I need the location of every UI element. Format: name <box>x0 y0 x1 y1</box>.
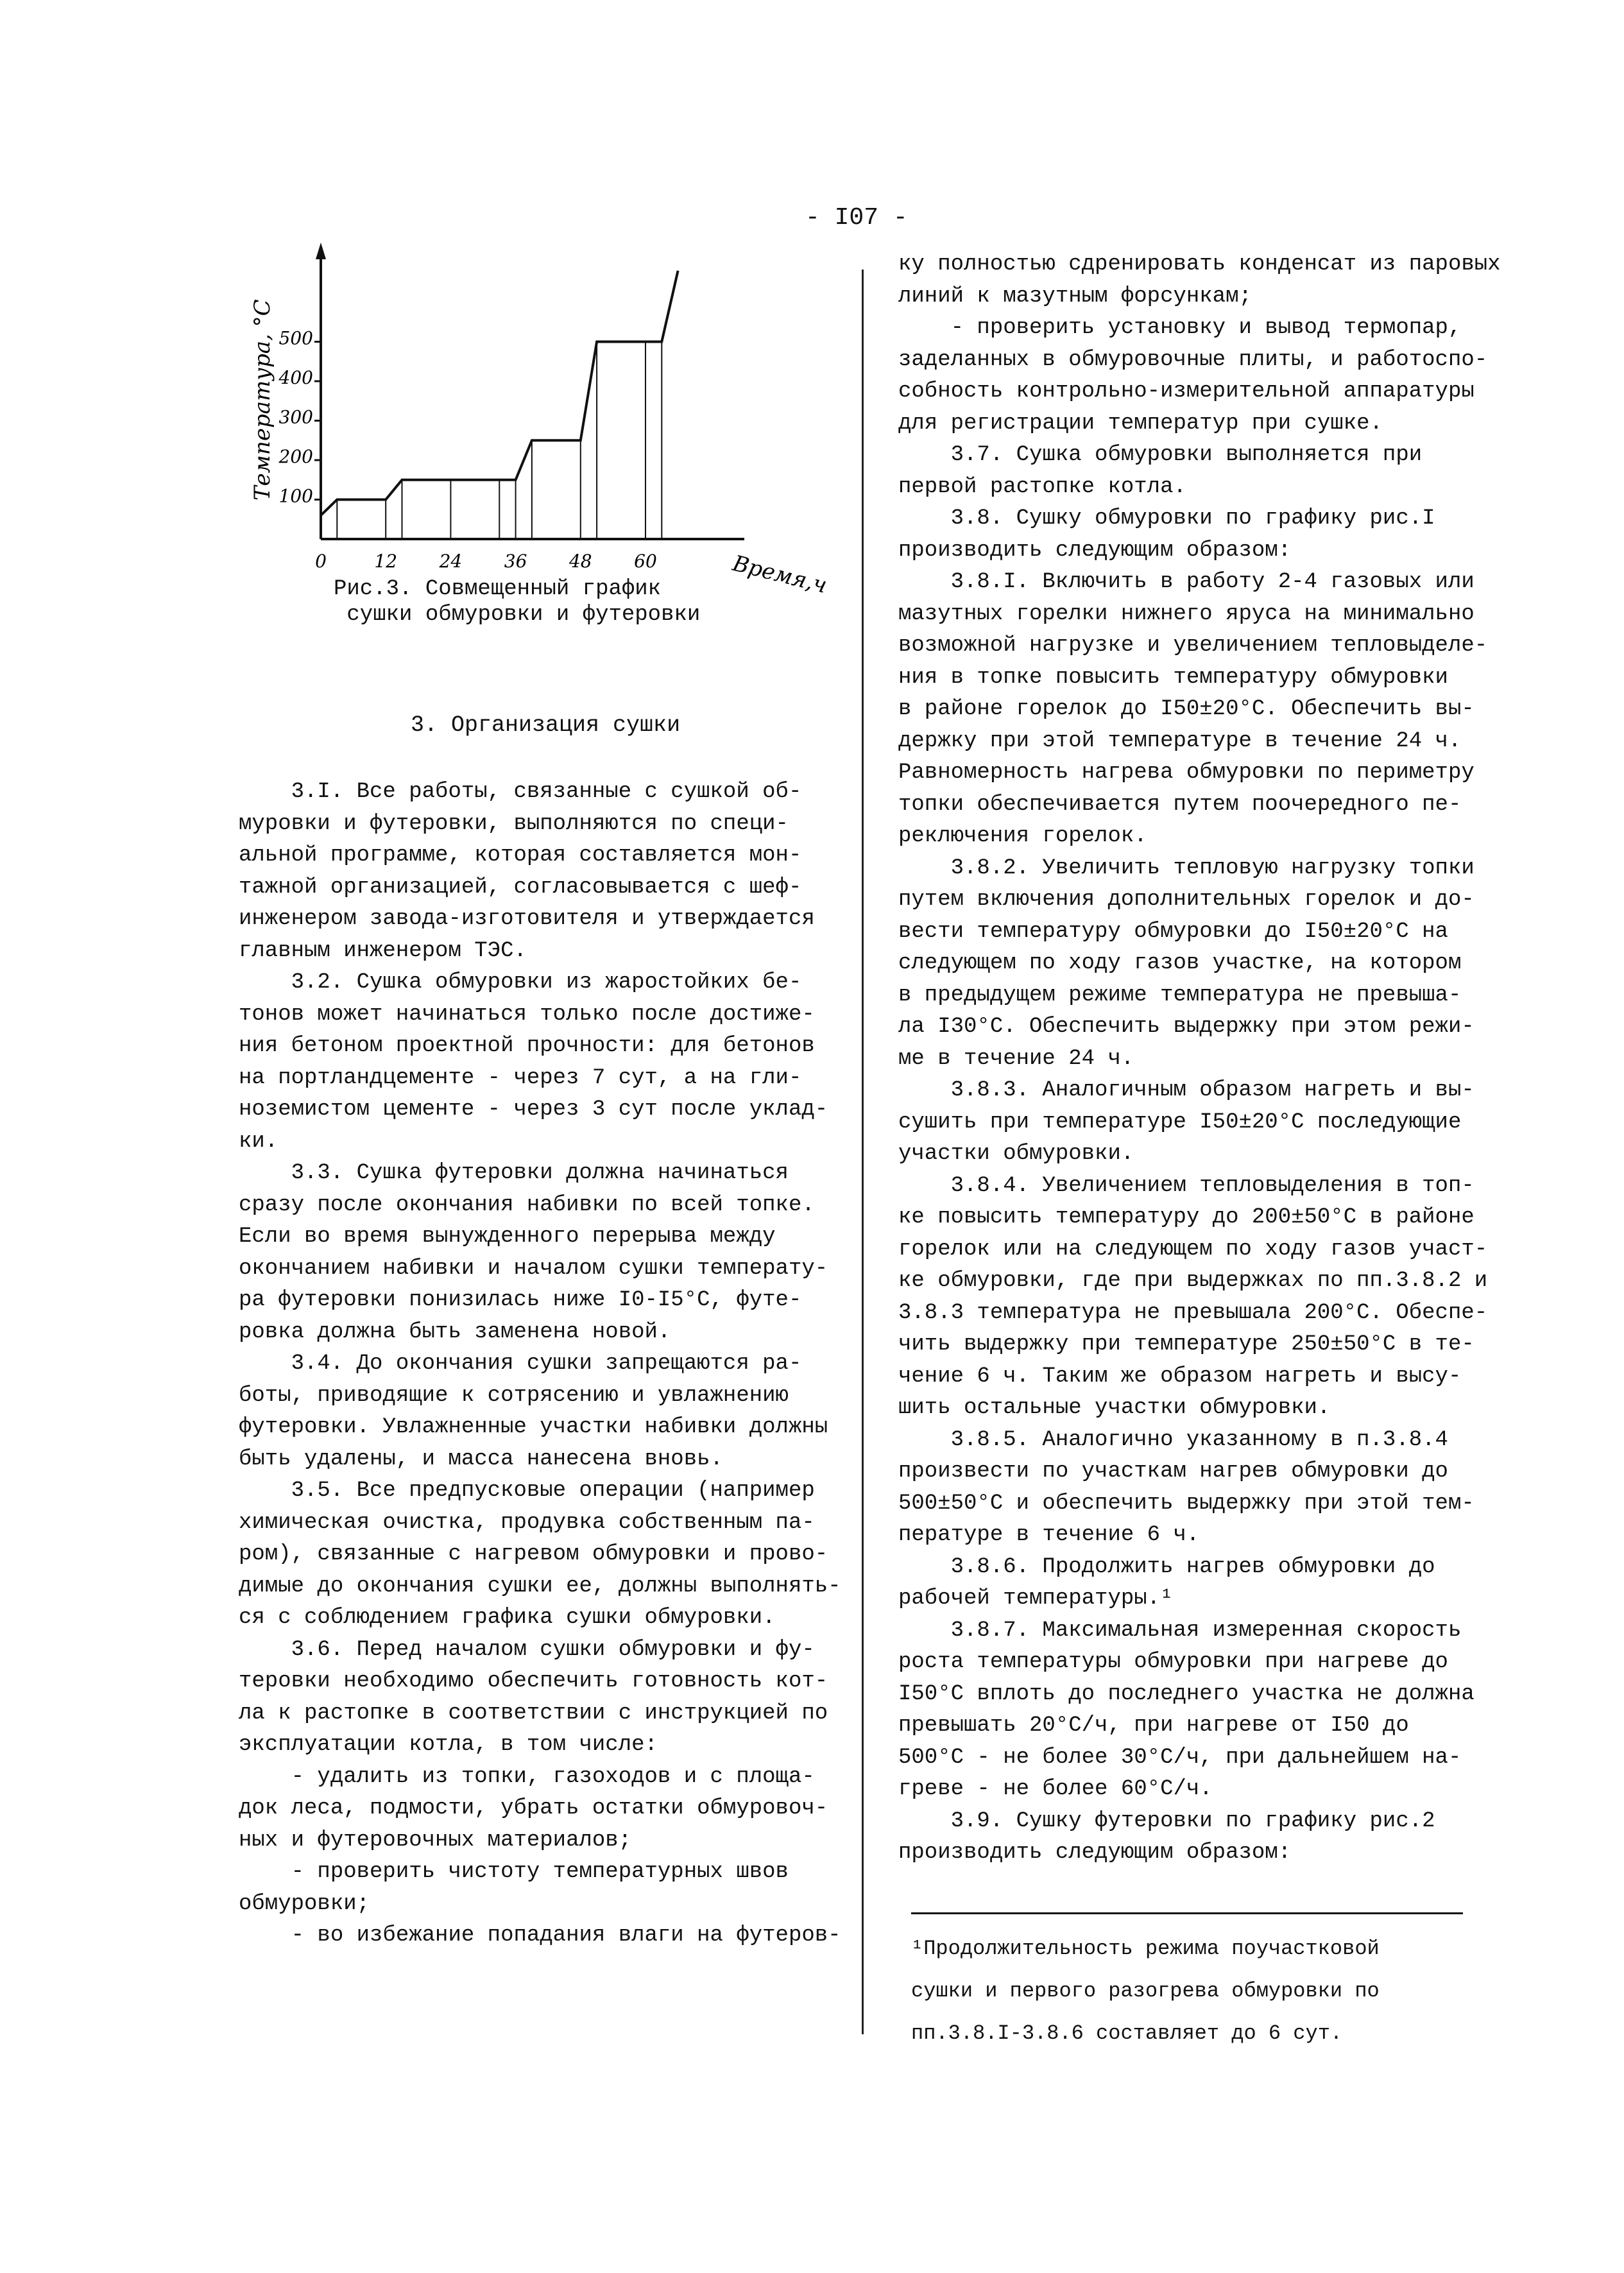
right-column <box>898 249 1527 1869</box>
text-line: ки. <box>239 1129 278 1154</box>
text-line: ровка должна быть заменена новой. <box>239 1319 671 1344</box>
text-line: пературе в течение 6 ч. <box>898 1523 1200 1547</box>
text-line: мазутных горелки нижнего яруса на минимально <box>898 601 1474 626</box>
text-line: в районе горелок до I50±20°С. Обеспечить вы- <box>898 697 1474 721</box>
text-line: теровки необходимо обеспечить готовность кот- <box>239 1669 828 1694</box>
text-line: - во избежание попадания влаги на футеров- <box>239 1923 841 1948</box>
text-line: димые до окончания сушки ее, должны выполнять- <box>239 1574 841 1599</box>
figure-caption <box>334 576 700 628</box>
x-tick-label: 12 <box>374 551 398 572</box>
text-line: возможной нагрузке и увеличением тепловыделе- <box>898 633 1488 658</box>
footnote-rule <box>911 1912 1463 1914</box>
text-line: Равномерность нагрева обмуровки по периметру <box>898 760 1474 785</box>
text-line: держку при этой температуре в течение 24 ч. <box>898 728 1462 753</box>
text-line: реключения горелок. <box>898 824 1147 848</box>
text-line: производить следующим образом: <box>898 1840 1292 1865</box>
text-line: 3.8.3 температура не превышала 200°С. Обеспе- <box>898 1300 1488 1325</box>
text-line: в предыдущем режиме температура не превыша- <box>898 982 1462 1008</box>
text-line: ния бетоном проектной прочности: для бетонов <box>239 1034 815 1058</box>
text-line: следующем по ходу газов участке, на котором <box>898 951 1462 975</box>
x-tick-label: 48 <box>568 551 592 572</box>
x-tick-label: 0 <box>315 551 327 572</box>
text-line: путем включения дополнительных горелок и до- <box>898 888 1474 912</box>
text-line: ме в течение 24 ч. <box>898 1046 1134 1071</box>
text-line: альной программе, которая составляется мон- <box>239 843 802 868</box>
text-line: футеровки. Увлажненные участки набивки должны <box>239 1415 828 1439</box>
text-line: 3.3. Сушка футеровки должна начинаться <box>239 1161 789 1185</box>
text-line: эксплуатации котла, в том числе: <box>239 1733 658 1757</box>
x-tick-label: 24 <box>439 551 463 572</box>
text-line: - проверить чистоту температурных швов <box>239 1860 789 1884</box>
footnote-line: сушки и первого разогрева обмуровки по <box>911 1979 1380 2003</box>
y-tick-label: 500 <box>278 327 313 349</box>
text-line: 3.6. Перед началом сушки обмуровки и фу- <box>239 1637 815 1662</box>
text-line: 3.8.2. Увеличить тепловую нагрузку топки <box>898 855 1474 880</box>
text-line: сушить при температуре I50±20°С последующие <box>898 1110 1462 1135</box>
text-line: 3.8.4. Увеличением тепловыделения в топ- <box>898 1173 1474 1198</box>
text-line: тонов может начинаться только после достиже- <box>239 1002 815 1027</box>
temperature-series-line <box>321 271 678 515</box>
text-line: рабочей температуры.¹ <box>898 1586 1174 1611</box>
text-line: ных и футеровочных материалов; <box>239 1828 632 1853</box>
footnote <box>911 1917 1380 2065</box>
text-line: 3.8.6. Продолжить нагрев обмуровки до <box>898 1554 1435 1579</box>
text-line: окончанием набивки и началом сушки температу- <box>239 1256 828 1281</box>
text-line: ра футеровки понизилась ниже I0-I5°С, футе- <box>239 1288 802 1312</box>
text-line: участки обмуровки. <box>898 1142 1134 1166</box>
text-line: ния в топке повысить температуру обмуровки <box>898 665 1448 690</box>
text-line: 3.5. Все предпусковые операции (например <box>239 1479 815 1503</box>
text-line: 500°С - не более 30°С/ч, при дальнейшем на- <box>898 1745 1462 1770</box>
text-line: для регистрации температур при сушке. <box>898 411 1383 436</box>
x-tick-label: 36 <box>504 551 527 572</box>
text-line: 3.2. Сушка обмуровки из жаростойких бе- <box>239 970 802 995</box>
caption-line-2: сушки обмуровки и футеровки <box>346 603 701 627</box>
text-line: ла I30°С. Обеспечить выдержку при этом режи- <box>898 1015 1474 1039</box>
text-line: муровки и футеровки, выполняются по специ- <box>239 811 789 836</box>
y-tick-label: 200 <box>278 446 313 467</box>
text-line: греве - не более 60°С/ч. <box>898 1777 1213 1801</box>
text-line: шить остальные участки обмуровки. <box>898 1396 1331 1420</box>
text-line: быть удалены, и масса нанесена вновь. <box>239 1446 723 1471</box>
text-line: боты, приводящие к сотрясению и увлажнению <box>239 1383 789 1408</box>
text-line: 3.8. Сушку обмуровки по графику рис.I <box>898 506 1435 531</box>
text-line: док леса, подмости, убрать остатки обмуровоч- <box>239 1796 828 1821</box>
column-divider <box>862 270 864 2034</box>
page-number: - I07 - <box>805 204 908 232</box>
text-line: ся с соблюдением графика сушки обмуровки. <box>239 1606 776 1630</box>
text-line: 3.8.3. Аналогичным образом нагреть и вы- <box>898 1078 1474 1102</box>
text-line: - проверить установку и вывод термопар, <box>898 316 1462 340</box>
text-line: ке обмуровки, где при выдержках по пп.3.8.2 и <box>898 1269 1488 1293</box>
text-line: ке повысить температуру до 200±50°С в районе <box>898 1205 1474 1230</box>
text-line: 3.4. До окончания сушки запрещаются ра- <box>239 1351 802 1376</box>
text-line: 3.I. Все работы, связанные с сушкой об- <box>239 780 802 804</box>
x-axis-title: Время,ч <box>730 550 830 599</box>
footnote-line: ¹Продолжительность режима поучастковой <box>911 1937 1380 1960</box>
text-line: Если во время вынужденного перерыва между <box>239 1224 776 1249</box>
text-line: 3.9. Сушку футеровки по графику рис.2 <box>898 1808 1435 1833</box>
y-axis-title: Температура, °С <box>250 299 275 501</box>
text-line: ла к растопке в соответствии с инструкцией по <box>239 1701 828 1726</box>
text-line: 3.7. Сушка обмуровки выполняется при <box>898 443 1423 467</box>
footnote-line: пп.3.8.I-3.8.6 составляет до 6 сут. <box>911 2021 1343 2045</box>
text-line: ром), связанные с нагревом обмуровки и прово- <box>239 1542 828 1566</box>
text-line: сразу после окончания набивки по всей топке. <box>239 1192 815 1217</box>
section-title: 3. Организация сушки <box>411 712 681 738</box>
y-tick-label: 100 <box>278 485 313 507</box>
text-line: главным инженером ТЭС. <box>239 938 527 963</box>
text-line: топки обеспечивается путем поочередного пе- <box>898 792 1462 817</box>
text-line: на портландцементе - через 7 сут, а на гли- <box>239 1065 802 1090</box>
text-line: 3.8.7. Максимальная измеренная скорость <box>898 1618 1462 1643</box>
text-line: 3.8.I. Включить в работу 2-4 газовых или <box>898 570 1474 594</box>
text-line: вести температуру обмуровки до I50±20°С на <box>898 919 1448 944</box>
text-line: роста температуры обмуровки при нагреве до <box>898 1650 1448 1674</box>
x-tick-label: 60 <box>634 551 657 572</box>
text-line: чить выдержку при температуре 250±50°С в те- <box>898 1332 1474 1357</box>
text-line: 3.8.5. Аналогично указанному в п.3.8.4 <box>898 1427 1448 1452</box>
caption-line-1: Рис.3. Совмещенный график <box>334 577 662 601</box>
text-line: химическая очистка, продувка собственным па- <box>239 1510 815 1535</box>
text-line: собность контрольно-измерительной аппаратуры <box>898 379 1474 404</box>
y-tick-label: 400 <box>278 367 313 388</box>
text-line: первой растопке котла. <box>898 474 1186 499</box>
text-line: - удалить из топки, газоходов и с площа- <box>239 1764 815 1789</box>
text-line: превышать 20°С/ч, при нагреве от I50 до <box>898 1713 1409 1738</box>
text-line: производить следующим образом: <box>898 538 1292 563</box>
text-line: линий к мазутным форсункам; <box>898 284 1252 309</box>
text-line: I50°С вплоть до последнего участка не должна <box>898 1681 1474 1706</box>
text-line: чение 6 ч. Таким же образом нагреть и высу- <box>898 1364 1462 1389</box>
text-line: произвести по участкам нагрев обмуровки до <box>898 1459 1448 1484</box>
y-axis-arrow <box>316 243 326 259</box>
text-line: инженером завода-изготовителя и утверждается <box>239 907 815 931</box>
text-line: 500±50°С и обеспечить выдержку при этой тем- <box>898 1491 1474 1516</box>
text-line: тажной организацией, согласовывается с шеф- <box>239 875 802 900</box>
left-column <box>239 776 880 1952</box>
text-line: заделанных в обмуровочные плиты, и работоспо- <box>898 347 1488 372</box>
y-tick-label: 300 <box>278 406 313 428</box>
text-line: ку полностью сдренировать конденсат из паровых <box>898 252 1501 277</box>
text-line: обмуровки; <box>239 1891 370 1916</box>
text-line: ноземистом цементе - через 3 сут после уклад- <box>239 1097 828 1122</box>
text-line: горелок или на следующем по ходу газов участ- <box>898 1237 1488 1262</box>
